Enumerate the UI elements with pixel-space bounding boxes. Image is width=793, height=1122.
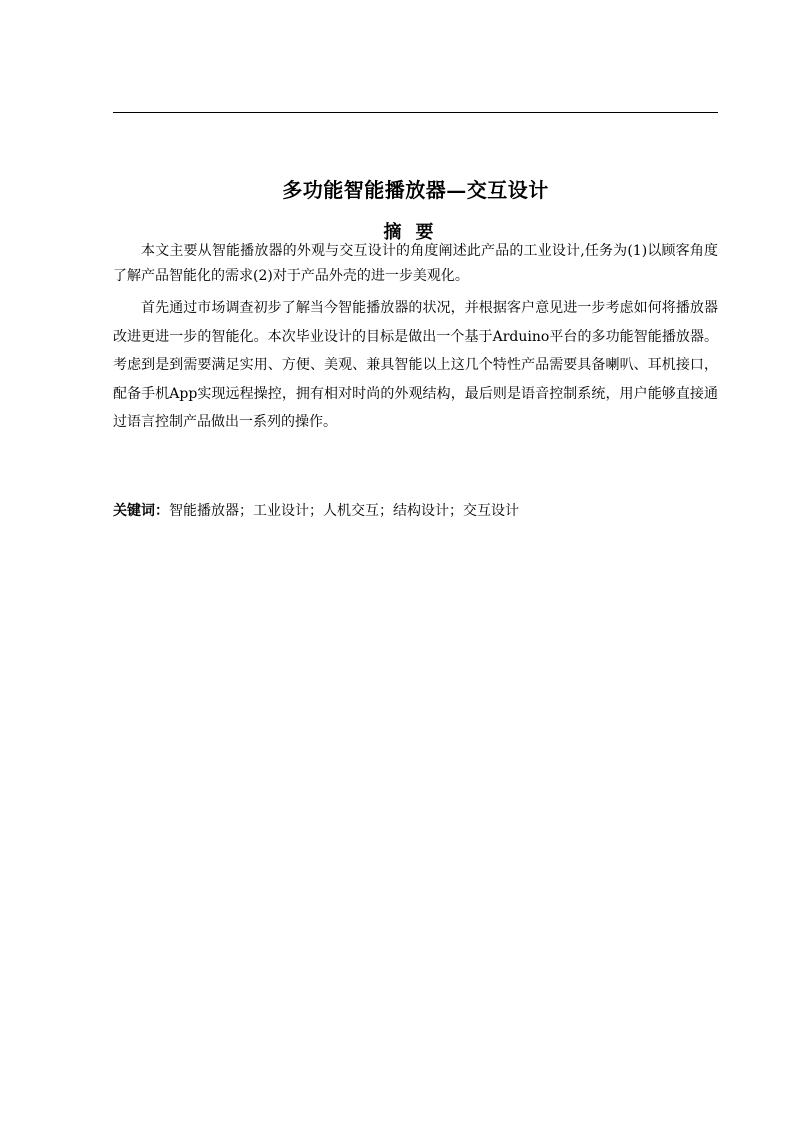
header-rule	[113, 112, 718, 113]
abstract-heading: 摘要	[383, 221, 448, 243]
abstract-paragraph: 首先通过市场调查初步了解当今智能播放器的状况，并根据客户意见进一步考虑如何将播放器改进更进一步的智能化。本次毕业设计的目标是做出一个基于Arduino平台的多功能智能播放器。考虑到是到需要满足实用、方便、美观、兼具智能以上这几个特性产品需要具备喇叭、耳机接口，配备手机App实现远程操控，拥有相对时尚的外观结构，最后则是语音控制系统，用户能够直接通过语言控制产品做出一系列的操作。	[113, 300, 718, 430]
keywords-text: 智能播放器；工业设计；人机交互；结构设计；交互设计	[169, 503, 519, 519]
keywords-label: 关键词：	[113, 503, 169, 519]
page-title: 多功能智能播放器—交互设计	[282, 178, 549, 203]
abstract-paragraph: 本文主要从智能播放器的外观与交互设计的角度阐述此产品的工业设计,任务为(1)以顾客角度了解产品智能化的需求(2)对于产品外壳的进一步美观化。	[113, 243, 718, 284]
keywords-line	[113, 500, 718, 522]
